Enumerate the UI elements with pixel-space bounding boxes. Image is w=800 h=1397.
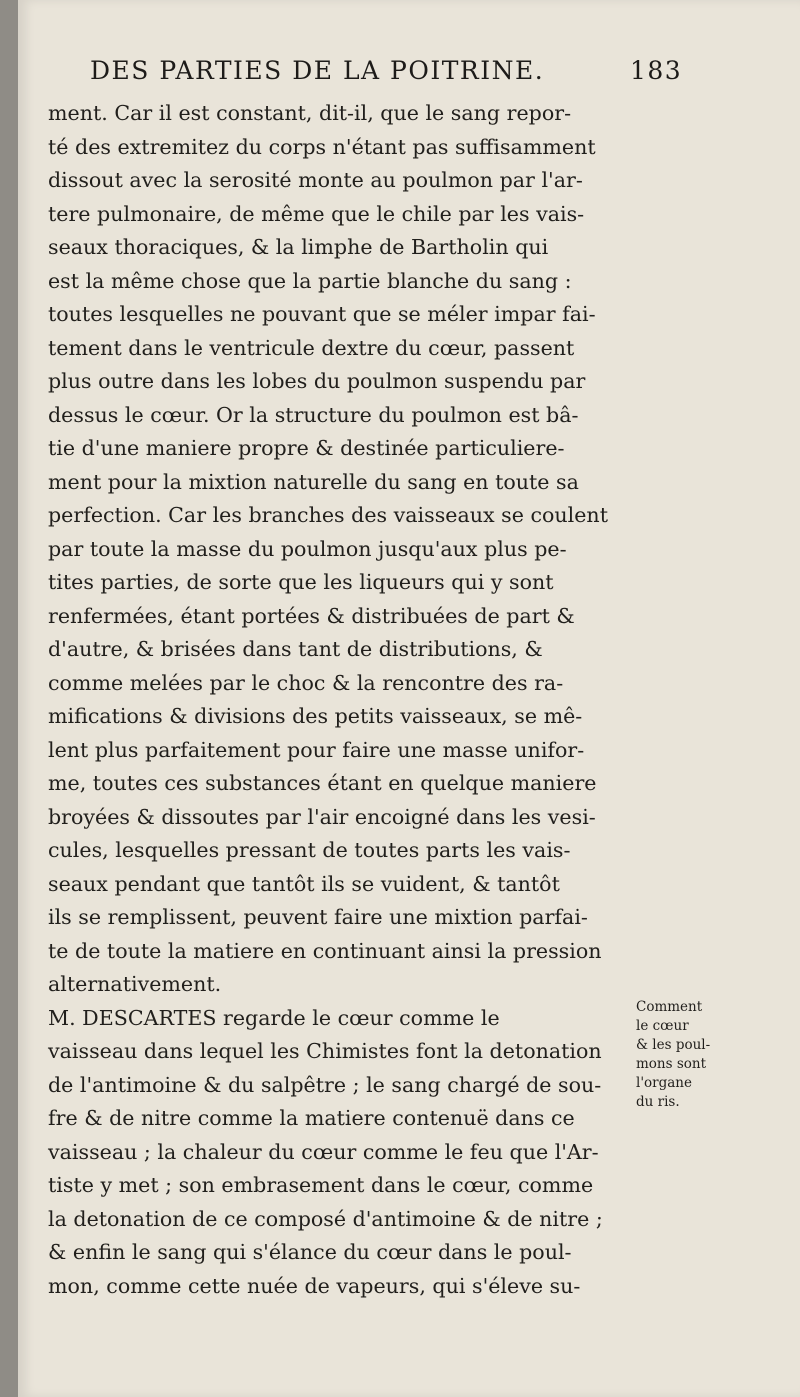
text-line: cules, lesquelles pressant de toutes parts les vais- [48,838,571,862]
text-line: seaux pendant que tantôt ils se vuident, & tantôt [48,871,560,896]
text-line: fre & de nitre comme la matiere contenuë dans ce [48,1106,575,1130]
body-text [48,97,648,1303]
text-line: est la même chose que la partie blanche du sang : [48,268,572,293]
text-line: vaisseau dans lequel les Chimistes font la detonation [48,1039,602,1063]
text-line: toutes lesquelles ne pouvant que se méler impar fai- [48,302,596,326]
text-line: lent plus parfaitement pour faire une masse unifor- [48,737,585,762]
book-page [18,0,800,1397]
text-line: tere pulmonaire, de même que le chile par les vais- [48,201,585,226]
running-title: DES PARTIES DE LA POITRINE. [90,56,545,85]
margin-note-line: Comment [636,999,703,1015]
page-number: 183 [630,56,683,85]
text-line: tie d'une maniere propre & destinée particuliere- [48,436,565,460]
text-line: me, toutes ces substances étant en quelque maniere [48,771,597,795]
text-line: té des extremitez du corps n'étant pas suffisamment [48,134,596,159]
text-line: seaux thoraciques, & la limphe de Bartholin qui [48,235,549,259]
text-line: te de toute la matiere en continuant ainsi la pression [48,938,602,963]
text-line: tiste y met ; son embrasement dans le cœur, comme [48,1173,594,1197]
text-line: broyées & dissoutes par l'air encoigné dans les vesi- [48,804,596,829]
text-line: d'autre, & brisées dans tant de distributions, & [48,637,543,661]
margin-note-line: du ris. [636,1094,680,1110]
margin-note-line: l'organe [636,1075,692,1091]
text-line: la detonation de ce composé d'antimoine & de nitre ; [48,1206,603,1231]
text-line: ment. Car il est constant, dit-il, que le sang repor- [48,101,572,125]
text-line: alternativement. [48,972,222,996]
text-line: & enfin le sang qui s'élance du cœur dans le poul- [48,1240,572,1264]
text-line: perfection. Car les branches des vaisseaux se coulent [48,503,608,527]
text-line: vaisseau ; la chaleur du cœur comme le feu que l'Ar- [48,1139,599,1164]
text-line: tement dans le ventricule dextre du cœur, passent [48,335,575,360]
text-line: ment pour la mixtion naturelle du sang en toute sa [48,469,579,494]
margin-note-line: le cœur [636,1018,689,1034]
text-line: par toute la masse du poulmon jusqu'aux plus pe- [48,536,567,561]
text-line: mon, comme cette nuée de vapeurs, qui s'éleve su- [48,1273,581,1298]
text-line: ils se remplissent, peuvent faire une mixtion parfai- [48,905,588,929]
text-line: tites parties, de sorte que les liqueurs qui y sont [48,570,554,594]
text-line: de l'antimoine & du salpêtre ; le sang chargé de sou- [48,1072,602,1097]
text-line: dissout avec la serosité monte au poulmon par l'ar- [48,168,583,192]
text-line: M. DESCARTES regarde le cœur comme le [48,1005,500,1030]
text-line: dessus le cœur. Or la structure du poulmon est bâ- [48,402,579,427]
text-line: mifications & divisions des petits vaisseaux, se mê- [48,704,583,728]
text-line: renfermées, étant portées & distribuées de part & [48,603,575,628]
text-line: plus outre dans les lobes du poulmon suspendu par [48,369,586,393]
text-line: comme melées par le choc & la rencontre des ra- [48,670,564,695]
margin-note [636,998,786,1112]
margin-note-line: mons sont [636,1056,707,1072]
margin-note-line: & les poul- [636,1037,711,1053]
